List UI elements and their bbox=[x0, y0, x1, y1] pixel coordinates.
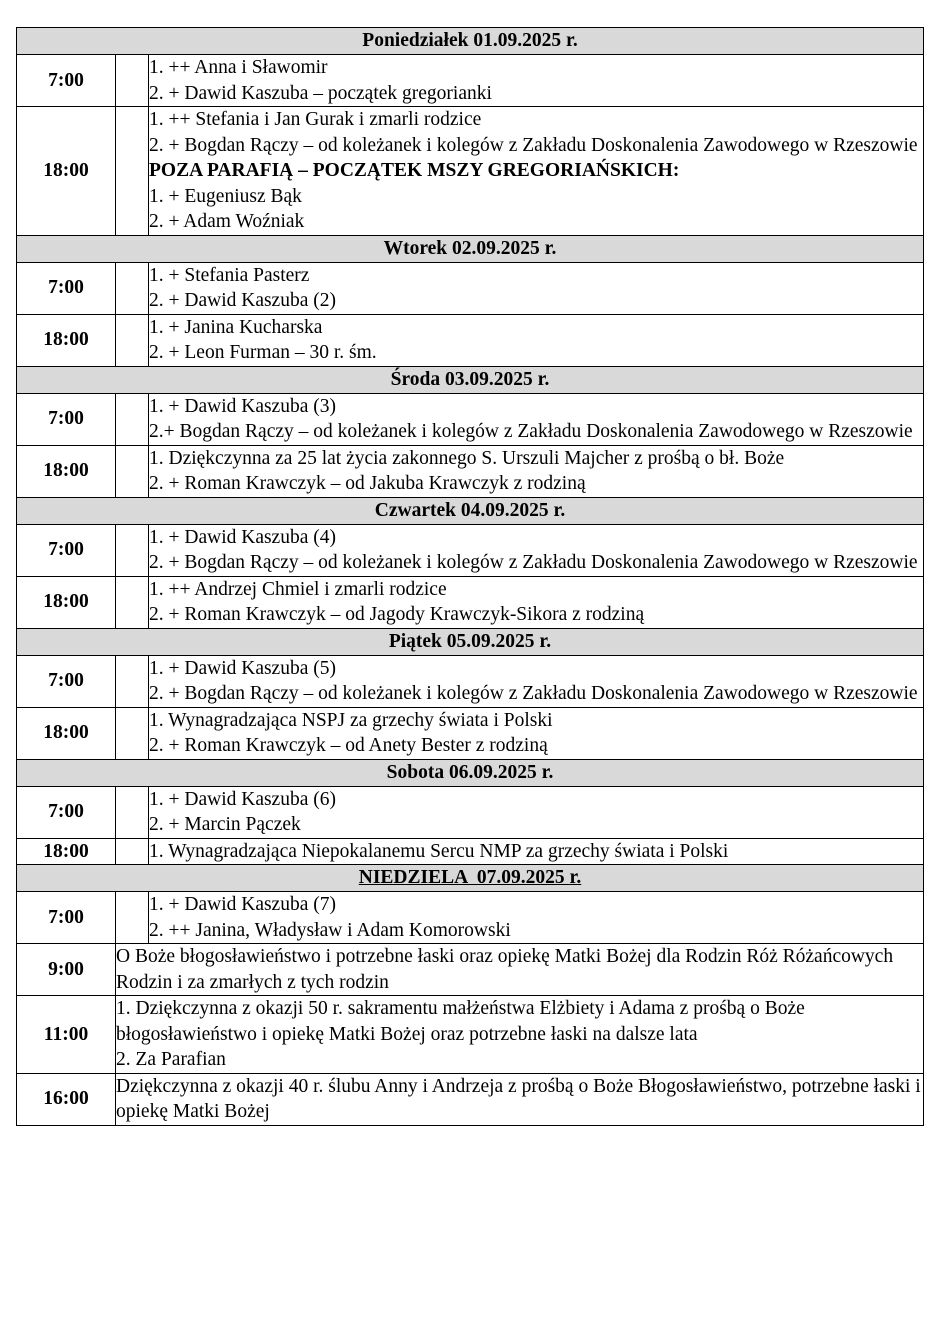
day-header-row bbox=[17, 28, 924, 55]
mass-time: 18:00 bbox=[17, 576, 116, 628]
empty-cell bbox=[116, 707, 149, 759]
mass-row bbox=[17, 996, 924, 1074]
mass-row bbox=[17, 445, 924, 497]
intention-line: 2. ++ Janina, Władysław i Adam Komorowski bbox=[149, 919, 511, 941]
mass-time: 7:00 bbox=[17, 892, 116, 944]
intention-line: 2. + Roman Krawczyk – od Jagody Krawczyk-Sikora z rodziną bbox=[149, 604, 645, 625]
mass-intentions bbox=[149, 393, 924, 445]
mass-row bbox=[17, 1073, 924, 1125]
mass-time: 16:00 bbox=[17, 1073, 116, 1125]
day-header-label: Sobota 06.09.2025 r. bbox=[386, 761, 554, 783]
empty-cell bbox=[116, 262, 149, 314]
day-header bbox=[17, 28, 924, 55]
day-header-row bbox=[17, 497, 924, 524]
day-header-label: Poniedziałek 01.09.2025 r. bbox=[362, 30, 578, 52]
day-header bbox=[17, 497, 924, 524]
empty-cell bbox=[116, 55, 149, 107]
mass-intentions bbox=[149, 892, 924, 944]
mass-row bbox=[17, 892, 924, 944]
mass-intentions bbox=[149, 55, 924, 107]
mass-intentions bbox=[149, 524, 924, 576]
mass-row bbox=[17, 576, 924, 628]
mass-time: 7:00 bbox=[17, 786, 116, 838]
intention-line: 2. + Marcin Pączek bbox=[149, 814, 301, 835]
mass-time: 18:00 bbox=[17, 838, 116, 865]
intention-line: 2. + Bogdan Rączy – od koleżanek i kolegów z Zakładu Doskonalenia Zawodowego w Rzeszowie bbox=[149, 683, 918, 704]
day-header bbox=[17, 366, 924, 393]
mass-time: 7:00 bbox=[17, 393, 116, 445]
intention-line: 1. + Dawid Kaszuba (6) bbox=[149, 788, 336, 810]
mass-intentions bbox=[149, 707, 924, 759]
day-header-label: NIEDZIELA 07.09.2025 r. bbox=[358, 867, 582, 889]
mass-intentions bbox=[149, 786, 924, 838]
mass-intentions bbox=[149, 576, 924, 628]
mass-intentions bbox=[149, 655, 924, 707]
mass-row bbox=[17, 944, 924, 996]
intention-line: 1. + Dawid Kaszuba (3) bbox=[149, 395, 336, 417]
day-header bbox=[17, 865, 924, 892]
mass-time: 18:00 bbox=[17, 707, 116, 759]
mass-row bbox=[17, 314, 924, 366]
mass-time: 18:00 bbox=[17, 314, 116, 366]
mass-intentions bbox=[149, 262, 924, 314]
mass-row bbox=[17, 838, 924, 865]
mass-intentions bbox=[149, 838, 924, 865]
intention-line: 1. Wynagradzająca Niepokalanemu Sercu NMP za grzechy świata i Polski bbox=[149, 840, 729, 862]
mass-time: 11:00 bbox=[17, 996, 116, 1074]
intention-line: 1. + Stefania Pasterz bbox=[149, 264, 310, 286]
empty-cell bbox=[116, 393, 149, 445]
intention-line: O Boże błogosławieństwo i potrzebne łaski oraz opiekę Matki Bożej dla Rodzin Róż Różańcowych Rodzin i za zmarłych z tych rodzin bbox=[116, 946, 894, 993]
day-header-label: Piątek 05.09.2025 r. bbox=[388, 630, 552, 652]
day-header bbox=[17, 628, 924, 655]
empty-cell bbox=[116, 524, 149, 576]
empty-cell bbox=[116, 107, 149, 236]
day-header bbox=[17, 235, 924, 262]
day-header-row bbox=[17, 366, 924, 393]
empty-cell bbox=[116, 314, 149, 366]
day-header-row bbox=[17, 759, 924, 786]
intention-line: 1. + Eugeniusz Bąk bbox=[149, 185, 302, 207]
empty-cell bbox=[116, 838, 149, 865]
empty-cell bbox=[116, 892, 149, 944]
mass-intentions bbox=[116, 944, 924, 996]
intention-line: 1. Dziękczynna za 25 lat życia zakonnego S. Urszuli Majcher z prośbą o bł. Boże bbox=[149, 447, 785, 469]
intention-line: Dziękczynna z okazji 40 r. ślubu Anny i Andrzeja z prośbą o Boże Błogosławieństwo, potrzebne łaski i opiekę Matki Bożej bbox=[116, 1075, 921, 1122]
intention-line: 2.+ Bogdan Rączy – od koleżanek i kolegów z Zakładu Doskonalenia Zawodowego w Rzeszowie bbox=[149, 421, 913, 442]
intention-line: 2. + Roman Krawczyk – od Anety Bester z rodziną bbox=[149, 735, 548, 756]
mass-time: 7:00 bbox=[17, 55, 116, 107]
mass-row bbox=[17, 707, 924, 759]
empty-cell bbox=[116, 655, 149, 707]
mass-time: 18:00 bbox=[17, 107, 116, 236]
intention-line: 1. + Dawid Kaszuba (5) bbox=[149, 657, 336, 679]
intention-line: 2. Za Parafian bbox=[116, 1049, 226, 1070]
intention-line: 2. + Adam Woźniak bbox=[149, 211, 305, 232]
mass-row bbox=[17, 262, 924, 314]
intention-line: 2. + Leon Furman – 30 r. śm. bbox=[149, 342, 377, 363]
day-header-label: Wtorek 02.09.2025 r. bbox=[383, 237, 557, 259]
mass-row bbox=[17, 55, 924, 107]
day-header-row bbox=[17, 865, 924, 892]
mass-time: 9:00 bbox=[17, 944, 116, 996]
day-header-label: Środa 03.09.2025 r. bbox=[390, 368, 550, 390]
intention-line: 2. + Dawid Kaszuba (2) bbox=[149, 290, 336, 311]
mass-time: 7:00 bbox=[17, 655, 116, 707]
intention-line: 2. + Bogdan Rączy – od koleżanek i kolegów z Zakładu Doskonalenia Zawodowego w Rzeszowie bbox=[149, 552, 918, 573]
mass-intentions bbox=[149, 107, 924, 236]
empty-cell bbox=[116, 576, 149, 628]
intention-line: 1. ++ Andrzej Chmiel i zmarli rodzice bbox=[149, 578, 447, 600]
schedule-body bbox=[17, 28, 924, 1126]
intention-line: 2. + Roman Krawczyk – od Jakuba Krawczyk z rodziną bbox=[149, 473, 586, 494]
mass-row bbox=[17, 107, 924, 236]
intention-line: 1. ++ Stefania i Jan Gurak i zmarli rodzice bbox=[149, 109, 482, 130]
mass-time: 18:00 bbox=[17, 445, 116, 497]
intention-line: 2. + Dawid Kaszuba – początek gregorianki bbox=[149, 82, 492, 104]
mass-intentions bbox=[149, 314, 924, 366]
day-header-row bbox=[17, 628, 924, 655]
intention-line: 2. + Bogdan Rączy – od koleżanek i kolegów z Zakładu Doskonalenia Zawodowego w Rzeszowie bbox=[149, 134, 918, 156]
intention-line: 1. Wynagradzająca NSPJ za grzechy świata i Polski bbox=[149, 709, 553, 731]
intention-line: 1. + Dawid Kaszuba (7) bbox=[149, 894, 336, 915]
mass-row bbox=[17, 393, 924, 445]
mass-row bbox=[17, 655, 924, 707]
mass-intentions bbox=[149, 445, 924, 497]
mass-schedule-table bbox=[16, 27, 924, 1126]
empty-cell bbox=[116, 445, 149, 497]
intention-heading: POZA PARAFIĄ – POCZĄTEK MSZY GREGORIAŃSKICH: bbox=[149, 160, 680, 181]
mass-row bbox=[17, 524, 924, 576]
mass-time: 7:00 bbox=[17, 262, 116, 314]
mass-row bbox=[17, 786, 924, 838]
intention-line: 1. Dziękczynna z okazji 50 r. sakramentu małżeństwa Elżbiety i Adama z prośbą o Boże błogosławieństwo i opiekę Matki Bożej oraz potrzebne łaski na dalsze lata bbox=[116, 998, 805, 1045]
intention-line: 1. + Dawid Kaszuba (4) bbox=[149, 526, 336, 548]
intention-line: 1. + Janina Kucharska bbox=[149, 316, 323, 338]
mass-intentions bbox=[116, 996, 924, 1074]
mass-time: 7:00 bbox=[17, 524, 116, 576]
day-header bbox=[17, 759, 924, 786]
intention-line: 1. ++ Anna i Sławomir bbox=[149, 57, 328, 78]
day-header-row bbox=[17, 235, 924, 262]
empty-cell bbox=[116, 786, 149, 838]
day-header-label: Czwartek 04.09.2025 r. bbox=[374, 499, 566, 521]
mass-intentions bbox=[116, 1073, 924, 1125]
